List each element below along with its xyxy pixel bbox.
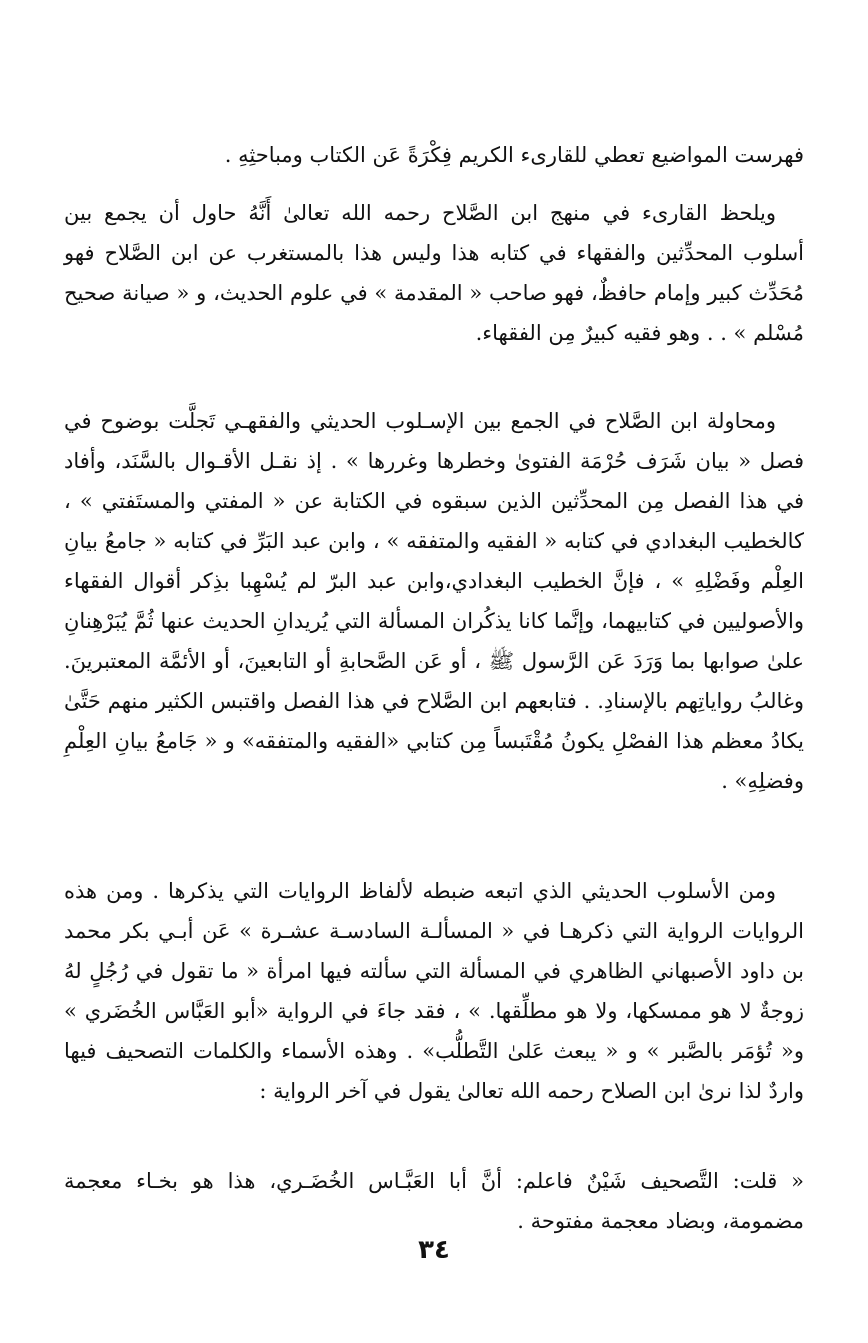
paragraph-2: ويلحظ القارىء في منهج ابن الصَّلاح رحمه الله تعالىٰ أَنَّهُ حاول أن يجمع بين أسلوب المحدِّثين والفقهاء في كتابه هذا وليس هذا بالمستغرب عن ابن الصَّلاح فهو مُحَدِّث كبير وإمام حافظٌ، فهو صاحب « المقدمة » في علوم الحديث، و « صيانة صحيح مُسْلم » . . وهو فقيه كبيرٌ مِن الفقهاء.	[64, 201, 804, 345]
paragraph-3: ومحاولة ابن الصَّلاح في الجمع بين الإسـلوب الحديثي والفقهـي تَجلَّت بوضوح في فصل « بيان شَرَف حُرْمَة الفتوىٰ وخطرها وغررها » . إذ نقـل الأقـوال بالسَّنَد، وأفاد في هذا الفصل مِن المحدِّثين الذين سبقوه في الكتابة عن « المفتي والمستَفتي » ، كالخطيب البغدادي في كتابه « الفقيه والمتفقه » ، وابن عبد البَرِّ في كتابه « جامعُ بيانِ العِلْم وفَضْلِهِ » ، فإنَّ الخطيب البغدادي،وابن عبد البرّ لم يُسْهِبا بذِكر أقوال الفقهاء والأصوليين في كتابيهما، وإنَّما كانا يذكُران المسألة التي يُريدانِ الحديث عنها ثُمَّ يُبَرْهِنانِ علىٰ صوابها بما وَرَدَ عَن الرَّسول ﷺ ، أو عَن الصَّحابةِ أو التابعينَ، أو الأئمَّة المعتبرينَ. وغالبُ رواياتِهم بالإسنادِ. . فتابعهم ابن الصَّلاح في هذا الفصل واقتبس الكثير منهم حَتَّىٰ يكادُ معظم هذا الفصْلِ يكونُ مُقْتَبساً مِن كتابي «الفقيه والمتفقه» و « جَامعُ بيانِ العِلْمِ وفضلِهِ» .	[64, 409, 804, 793]
page-number: ٣٤	[418, 1235, 450, 1265]
paragraph-1: فهرست المواضيع تعطي للقارىء الكريم فِكْرَةً عَن الكتاب ومباحثِهِ .	[224, 143, 804, 167]
paragraph-4: ومن الأسلوب الحديثي الذي اتبعه ضبطه لألفاظ الروايات التي يذكرها . ومن هذه الروايات الرواية التي ذكرهـا في « المسألـة السادسـة عشـرة » عَن أبـي بكر محمد بن داود الأصبهاني الظاهري في المسألة التي سألته فيها امرأة « ما تقول في رُجُلٍ لهُ زوجةٌ لا هو ممسكها، ولا هو مطلِّقها. » ، فقد جاءَ في الرواية «أبو العَبَّاس الخُضَري » و« تُؤمَر بالصَّبر » و « يبعث عَلىٰ التَّطلُّب» . وهذه الأسماء والكلمات التصحيف فيها واردٌ لذا نرىٰ ابن الصلاح رحمه الله تعالىٰ يقول في آخر الرواية :	[64, 879, 804, 1103]
paragraph-5-quote: « قلت: التَّصحيف شَيْنٌ فاعلم: أنَّ أبا العَبَّـاس الخُضَـري، هذا هو بخـاء معجمة مضمومة، وبضاد معجمة مفتوحة .	[64, 1169, 804, 1233]
